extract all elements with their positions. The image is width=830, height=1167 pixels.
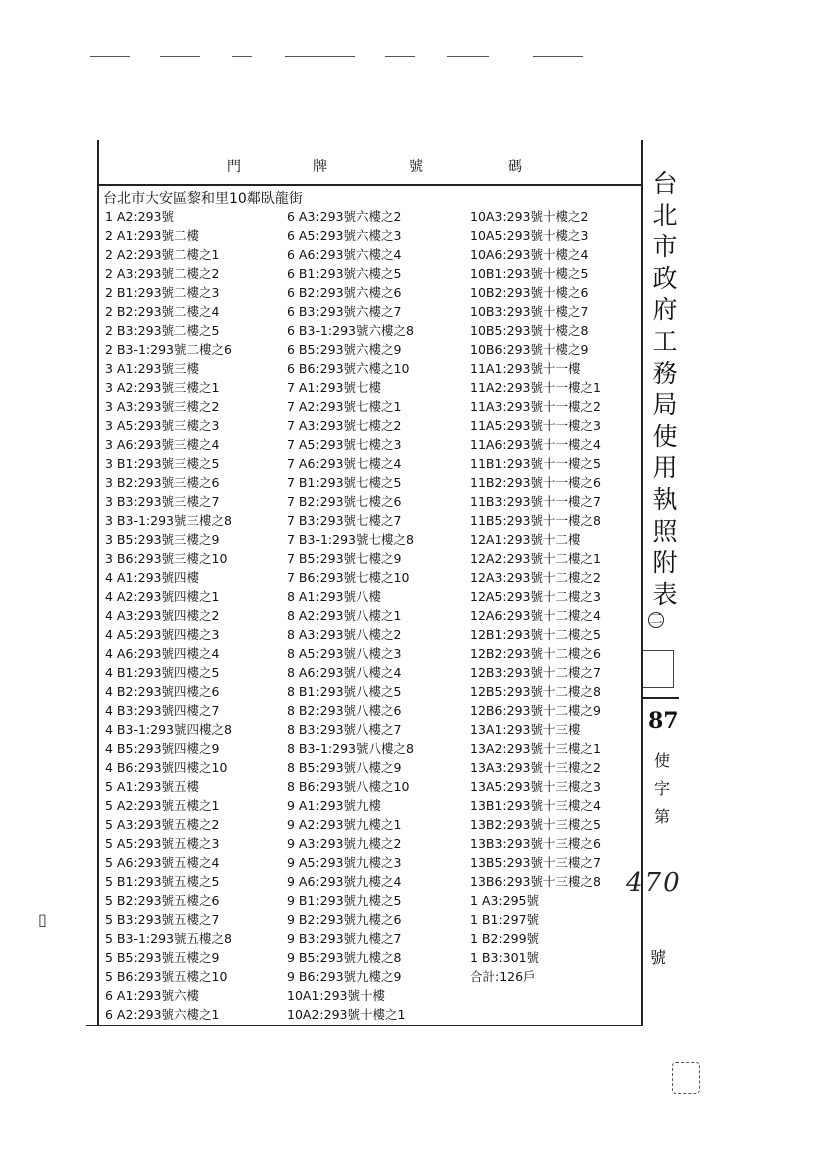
address-entry: 13B3:293號十三樓之6 (470, 836, 601, 851)
side-divider (643, 697, 679, 699)
address-entry: 5 A5:293號五樓之3 (105, 836, 220, 851)
margin-mark: ▯ (38, 910, 47, 929)
address-entry: 4 B1:293號四樓之5 (105, 665, 220, 680)
address-entry: 8 B3-1:293號八樓之8 (287, 741, 414, 756)
address-entry: 11B3:293號十一樓之7 (470, 494, 601, 509)
address-entry: 7 A5:293號七樓之3 (287, 437, 402, 452)
scan-mark (160, 56, 200, 57)
address-entry: 11A1:293號十一樓 (470, 361, 581, 376)
address-entry: 6 A6:293號六樓之4 (287, 247, 402, 262)
permit-word-char: 使 (653, 751, 670, 770)
address-entry: 12B1:293號十二樓之5 (470, 627, 601, 642)
address-entry: 12B3:293號十二樓之7 (470, 665, 601, 680)
address-entry: 10A2:293號十樓之1 (287, 1007, 406, 1022)
address-entry: 3 B3-1:293號三樓之8 (105, 513, 232, 528)
address-entry: 10A3:293號十樓之2 (470, 209, 589, 224)
permit-number-handwritten: 470 (626, 868, 682, 898)
permit-suffix: 號 (650, 948, 667, 967)
address-entry: 9 B2:293號九樓之6 (287, 912, 402, 927)
address-entry: 3 B3:293號三樓之7 (105, 494, 220, 509)
side-title-char: 使 (652, 421, 678, 451)
address-entry: 13A3:293號十三樓之2 (470, 760, 601, 775)
address-entry: 11A5:293號十一樓之3 (470, 418, 601, 433)
address-entry: 6 B6:293號六樓之10 (287, 361, 410, 376)
address-entry: 12B6:293號十二樓之9 (470, 703, 601, 718)
address-entry: 9 A5:293號九樓之3 (287, 855, 402, 870)
address-entry: 12A6:293號十二樓之4 (470, 608, 601, 623)
side-title-char: 表 (652, 579, 678, 609)
header-char: 碼 (508, 159, 522, 175)
scan-mark (533, 56, 583, 57)
side-title-char: 市 (652, 232, 678, 262)
address-entry: 1 B2:299號 (470, 931, 540, 946)
scan-mark (90, 56, 130, 57)
address-entry: 7 A1:293號七樓 (287, 380, 382, 395)
address-entry: 6 B3:293號六樓之7 (287, 304, 402, 319)
address-entry: 7 B5:293號七樓之9 (287, 551, 402, 566)
scan-mark (385, 56, 415, 57)
address-entry: 10B6:293號十樓之9 (470, 342, 589, 357)
side-title-char: 府 (652, 295, 678, 325)
side-title-char: 局 (652, 390, 678, 420)
address-entry: 4 A5:293號四樓之3 (105, 627, 220, 642)
permit-year: 87 (648, 708, 679, 734)
address-entry: 4 B3:293號四樓之7 (105, 703, 220, 718)
address-entry: 7 B6:293號七樓之10 (287, 570, 410, 585)
address-entry: 13A2:293號十三樓之1 (470, 741, 601, 756)
address-entry: 7 B1:293號七樓之5 (287, 475, 402, 490)
permit-word-char: 字 (653, 779, 670, 798)
address-entry: 11B2:293號十一樓之6 (470, 475, 601, 490)
address-entry: 2 B2:293號二樓之4 (105, 304, 220, 319)
address-entry: 1 B3:301號 (470, 950, 540, 965)
address-entry: 6 B1:293號六樓之5 (287, 266, 402, 281)
header-char: 號 (409, 159, 423, 175)
address-entry: 10B3:293號十樓之7 (470, 304, 589, 319)
side-title (648, 168, 682, 628)
address-entry: 5 B5:293號五樓之9 (105, 950, 220, 965)
address-entry: 12B2:293號十二樓之6 (470, 646, 601, 661)
address-entry: 10B5:293號十樓之8 (470, 323, 589, 338)
address-entry: 1 A2:293號 (105, 209, 175, 224)
district-heading: 台北市大安區黎和里10鄰臥龍街 (103, 191, 303, 207)
address-entry: 8 B1:293號八樓之5 (287, 684, 402, 699)
address-entry: 8 B3:293號八樓之7 (287, 722, 402, 737)
address-entry: 5 B2:293號五樓之6 (105, 893, 220, 908)
table-header (99, 140, 641, 186)
address-entry: 12A1:293號十二樓 (470, 532, 581, 547)
address-entry: 12A3:293號十二樓之2 (470, 570, 601, 585)
address-entry: 3 A6:293號三樓之4 (105, 437, 220, 452)
address-entry: 1 B1:297號 (470, 912, 540, 927)
address-entry: 6 A1:293號六樓 (105, 988, 200, 1003)
address-entry: 10A1:293號十樓 (287, 988, 385, 1003)
address-entry: 13B1:293號十三樓之4 (470, 798, 601, 813)
address-entry: 13B5:293號十三樓之7 (470, 855, 601, 870)
side-title-char: 附 (652, 548, 678, 578)
address-entry: 6 B5:293號六樓之9 (287, 342, 402, 357)
address-entry: 10A5:293號十樓之3 (470, 228, 589, 243)
address-entry: 4 B5:293號四樓之9 (105, 741, 220, 756)
address-entry: 3 A1:293號三樓 (105, 361, 200, 376)
address-entry: 8 B2:293號八樓之6 (287, 703, 402, 718)
address-entry: 6 A3:293號六樓之2 (287, 209, 402, 224)
address-entry: 2 A3:293號二樓之2 (105, 266, 220, 281)
address-entry: 5 A1:293號五樓 (105, 779, 200, 794)
corner-stamp (672, 1062, 700, 1094)
header-char: 門 (227, 159, 241, 175)
address-entry: 10B2:293號十樓之6 (470, 285, 589, 300)
address-entry: 7 A6:293號七樓之4 (287, 456, 402, 471)
address-entry: 8 A3:293號八樓之2 (287, 627, 402, 642)
address-entry: 3 B5:293號三樓之9 (105, 532, 220, 547)
address-table (97, 140, 643, 1026)
address-entry: 13B2:293號十三樓之5 (470, 817, 601, 832)
address-entry: 5 A2:293號五樓之1 (105, 798, 220, 813)
address-entry: 8 B6:293號八樓之10 (287, 779, 410, 794)
table-bottom-rule (86, 1025, 643, 1026)
address-column-2 (287, 207, 414, 1024)
address-entry: 4 B6:293號四樓之10 (105, 760, 228, 775)
address-entry: 4 A6:293號四樓之4 (105, 646, 220, 661)
address-entry: 12A5:293號十二樓之3 (470, 589, 601, 604)
address-entry: 7 B2:293號七樓之6 (287, 494, 402, 509)
address-entry: 4 A1:293號四樓 (105, 570, 200, 585)
address-entry: 9 B3:293號九樓之7 (287, 931, 402, 946)
side-title-char: 務 (652, 358, 678, 388)
address-entry: 9 B5:293號九樓之8 (287, 950, 402, 965)
address-entry: 4 B2:293號四樓之6 (105, 684, 220, 699)
address-entry: 11A3:293號十一樓之2 (470, 399, 601, 414)
address-entry: 8 B5:293號八樓之9 (287, 760, 402, 775)
scan-mark (285, 56, 355, 57)
address-entry: 合計:126戶 (470, 969, 536, 984)
address-entry: 12A2:293號十二樓之1 (470, 551, 601, 566)
address-entry: 13A1:293號十三樓 (470, 722, 581, 737)
address-entry: 2 B3:293號二樓之5 (105, 323, 220, 338)
address-entry: 9 B6:293號九樓之9 (287, 969, 402, 984)
address-entry: 9 A1:293號九樓 (287, 798, 382, 813)
address-entry: 3 B2:293號三樓之6 (105, 475, 220, 490)
side-title-char: 台 (652, 169, 678, 198)
address-entry: 11A2:293號十一樓之1 (470, 380, 601, 395)
address-entry: 13A5:293號十三樓之3 (470, 779, 601, 794)
address-column-3 (470, 207, 601, 986)
address-entry: 1 A3:295號 (470, 893, 540, 908)
address-entry: 8 A1:293號八樓 (287, 589, 382, 604)
permit-word (650, 747, 674, 831)
address-column-1 (105, 207, 232, 1024)
address-entry: 6 B3-1:293號六樓之8 (287, 323, 414, 338)
address-entry: 11A6:293號十一樓之4 (470, 437, 601, 452)
address-entry: 2 B3-1:293號二樓之6 (105, 342, 232, 357)
address-entry: 8 A5:293號八樓之3 (287, 646, 402, 661)
address-entry: 6 A2:293號六樓之1 (105, 1007, 220, 1022)
address-entry: 11B1:293號十一樓之5 (470, 456, 601, 471)
address-entry: 3 A2:293號三樓之1 (105, 380, 220, 395)
address-entry: 11B5:293號十一樓之8 (470, 513, 601, 528)
address-entry: 10A6:293號十樓之4 (470, 247, 589, 262)
address-entry: 13B6:293號十三樓之8 (470, 874, 601, 889)
address-entry: 5 B3:293號五樓之7 (105, 912, 220, 927)
address-entry: 3 A3:293號三樓之2 (105, 399, 220, 414)
address-entry: 5 A6:293號五樓之4 (105, 855, 220, 870)
address-entry: 2 A2:293號二樓之1 (105, 247, 220, 262)
address-entry: 10B1:293號十樓之5 (470, 266, 589, 281)
side-title-suffix: 二 (649, 612, 663, 628)
address-entry: 2 A1:293號二樓 (105, 228, 200, 243)
address-entry: 4 A3:293號四樓之2 (105, 608, 220, 623)
address-entry: 3 B1:293號三樓之5 (105, 456, 220, 471)
address-entry: 7 B3:293號七樓之7 (287, 513, 402, 528)
address-entry: 7 B3-1:293號七樓之8 (287, 532, 414, 547)
address-entry: 9 A6:293號九樓之4 (287, 874, 402, 889)
stamp-box (643, 650, 674, 688)
address-entry: 4 A2:293號四樓之1 (105, 589, 220, 604)
header-char: 牌 (313, 159, 327, 175)
address-entry: 9 B1:293號九樓之5 (287, 893, 402, 908)
address-entry: 5 B1:293號五樓之5 (105, 874, 220, 889)
address-entry: 9 A2:293號九樓之1 (287, 817, 402, 832)
side-title-char: 照 (652, 516, 678, 546)
address-entry: 4 B3-1:293號四樓之8 (105, 722, 232, 737)
address-entry: 3 A5:293號三樓之3 (105, 418, 220, 433)
address-entry: 5 A3:293號五樓之2 (105, 817, 220, 832)
side-title-char: 執 (652, 484, 678, 514)
scan-mark (232, 56, 252, 57)
address-entry: 12B5:293號十二樓之8 (470, 684, 601, 699)
scan-mark (447, 56, 489, 57)
side-title-char: 工 (652, 326, 678, 356)
address-entry: 3 B6:293號三樓之10 (105, 551, 228, 566)
address-entry: 7 A3:293號七樓之2 (287, 418, 402, 433)
address-entry: 5 B6:293號五樓之10 (105, 969, 228, 984)
address-entry: 8 A6:293號八樓之4 (287, 665, 402, 680)
address-entry: 5 B3-1:293號五樓之8 (105, 931, 232, 946)
address-entry: 8 A2:293號八樓之1 (287, 608, 402, 623)
side-title-char: 北 (652, 200, 678, 230)
address-entry: 2 B1:293號二樓之3 (105, 285, 220, 300)
address-entry: 9 A3:293號九樓之2 (287, 836, 402, 851)
address-entry: 6 B2:293號六樓之6 (287, 285, 402, 300)
address-entry: 7 A2:293號七樓之1 (287, 399, 402, 414)
address-entry: 6 A5:293號六樓之3 (287, 228, 402, 243)
side-title-char: 用 (652, 453, 678, 483)
permit-word-char: 第 (653, 807, 670, 826)
side-title-char: 政 (652, 263, 678, 293)
